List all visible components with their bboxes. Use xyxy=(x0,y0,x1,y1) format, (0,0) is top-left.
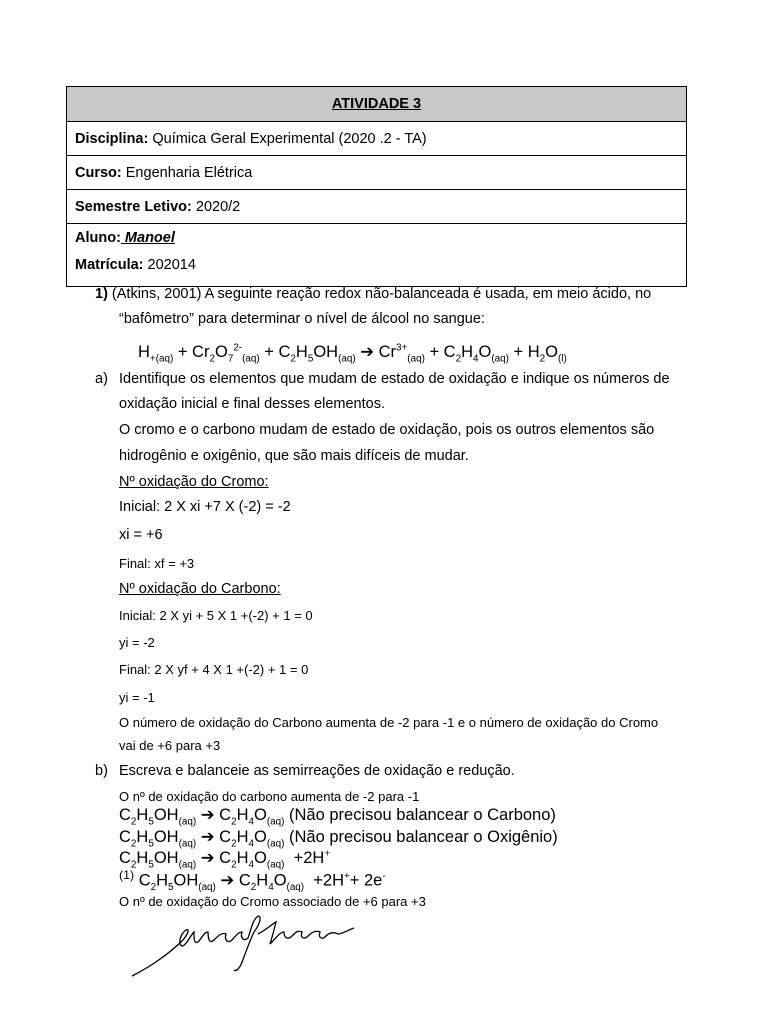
cromo-title: Nº oxidação do Cromo: xyxy=(119,474,269,490)
question-1-line1: 1) (Atkins, 2001) A seguinte reação redox não-balanceada é usada, em meio ácido, no xyxy=(95,286,652,302)
answer-line2: hidrogênio e oxigênio, que são mais difíceis de mudar. xyxy=(119,448,469,464)
question-1-line2: “bafômetro” para determinar o nível de álcool no sangue: xyxy=(119,311,485,327)
header-table xyxy=(66,86,687,287)
cromo-final: Final: xf = +3 xyxy=(119,556,195,571)
activity-title: ATIVIDADE 3 xyxy=(67,87,687,122)
redox-equation: $H_{+(aq)} + Cr_2O_7^{2-}_{(aq)} + C_2H_5OH_{(aq)}$ ➔ $Cr^{3+}_{(aq)} + C_2H_4O_{(aq)} + H_2O_{(l)}$ xyxy=(138,342,567,365)
cromo-xi: xi = +6 xyxy=(119,527,163,543)
semestre-row: Semestre Letivo: 2020/2 xyxy=(67,190,687,224)
half-reaction-1: $C_2H_5OH_{(aq)}$ ➔ $C_2H_4O_{(aq)}$ (Não precisou balancear o Carbono) xyxy=(119,806,556,828)
signature-image xyxy=(128,910,368,980)
part-b-label: b) xyxy=(95,763,108,779)
part-b-intro: O nº de oxidação do carbono aumenta de -2 para -1 xyxy=(119,789,420,804)
half-reaction-3: $C_2H_5OH_{(aq)}$ ➔ $C_2H_4O_{(aq)} +2H^+$ xyxy=(119,848,331,871)
carbono-yi: yi = -2 xyxy=(119,635,155,650)
part-b-line1: Escreva e balanceie as semirreações de oxidação e redução. xyxy=(119,763,515,779)
carbono-initial: Inicial: 2 X yi + 5 X 1 +(-2) + 1 = 0 xyxy=(119,608,313,623)
part-a-line2: oxidação inicial e final desses elementos. xyxy=(119,396,385,412)
half-reaction-2: $C_2H_5OH_{(aq)}$ ➔ $C_2H_4O_{(aq)}$ (Não precisou balancear o Oxigênio) xyxy=(119,828,558,850)
conclusion-line2: vai de +6 para +3 xyxy=(119,738,221,753)
disciplina-row: Disciplina: Química Geral Experimental (2020 .2 - TA) xyxy=(67,122,687,156)
conclusion-line1: O número de oxidação do Carbono aumenta de -2 para -1 e o número de oxidação do Cromo xyxy=(119,715,659,730)
part-a-line1: Identifique os elementos que mudam de estado de oxidação e indique os números de xyxy=(119,371,670,387)
carbono-yi2: yi = -1 xyxy=(119,690,155,705)
half-reaction-4: $^{(1)}$ $C_2H_5OH_{(aq)}$ ➔ $C_2H_4O_{(aq)} +2H^++ 2e^-$ xyxy=(119,868,386,893)
carbono-final: Final: 2 X yf + 4 X 1 +(-2) + 1 = 0 xyxy=(119,662,309,677)
part-a-label: a) xyxy=(95,371,108,387)
cromo-reduction-line: O nº de oxidação do Cromo associado de +6 para +3 xyxy=(119,894,426,909)
curso-row: Curso: Engenharia Elétrica xyxy=(67,156,687,190)
answer-line1: O cromo e o carbono mudam de estado de oxidação, pois os outros elementos são xyxy=(119,422,655,438)
carbono-title: Nº oxidação do Carbono: xyxy=(119,581,281,597)
aluno-matricula-row: Aluno: Manoel Matrícula: 202014 xyxy=(67,224,687,287)
cromo-initial: Inicial: 2 X xi +7 X (-2) = -2 xyxy=(119,499,291,515)
step-marker: (1) xyxy=(119,868,135,882)
